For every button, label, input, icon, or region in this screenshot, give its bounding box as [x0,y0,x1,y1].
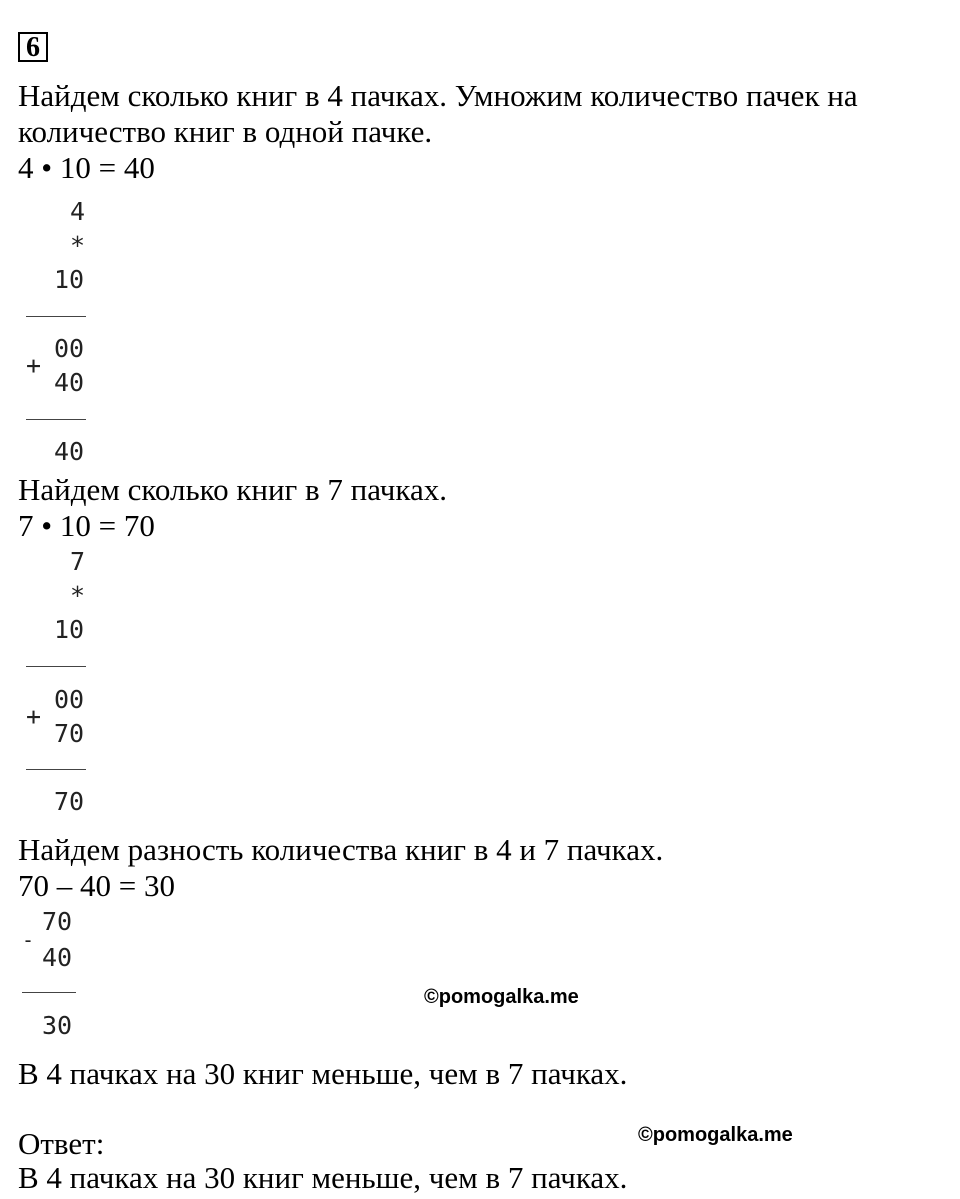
conclusion: В 4 пачках на 30 книг меньше, чем в 7 пачках. [18,1056,628,1091]
divider-line [22,992,76,993]
multiplicand: 7 [70,547,86,576]
partial-product-2: 40 [54,368,85,397]
partial-product-2: 70 [54,719,85,748]
product-result: 40 [54,437,85,466]
paragraph-3-line-1: Найдем разность количества книг в 4 и 7 пачках. [18,832,664,867]
task-number: 6 [26,32,40,63]
equation-2: 7 • 10 = 70 [18,508,155,543]
minus-operator: - [22,928,35,952]
plus-operator: + [26,351,42,380]
divider-line [26,666,86,667]
multiply-operator: * [70,581,86,610]
multiplier: 10 [54,265,85,294]
task-number-box [18,32,48,62]
divider-line [26,419,86,420]
multiplicand: 4 [70,197,86,226]
plus-operator: + [26,702,42,731]
difference-result: 30 [42,1011,73,1040]
answer-text: В 4 пачках на 30 книг меньше, чем в 7 пачках. [18,1160,628,1195]
divider-line [26,316,86,317]
subtrahend: 40 [42,943,73,972]
paragraph-2-line-1: Найдем сколько книг в 7 пачках. [18,472,447,507]
multiplier: 10 [54,615,85,644]
paragraph-1-line-1: Найдем сколько книг в 4 пачках. Умножим количество пачек на [18,78,858,113]
watermark: ©pomogalka.me [638,1124,793,1146]
answer-label: Ответ: [18,1126,105,1161]
watermark: ©pomogalka.me [424,986,579,1008]
product-result: 70 [54,787,85,816]
equation-1: 4 • 10 = 40 [18,150,155,185]
partial-product-1: 00 [54,334,85,363]
partial-product-1: 00 [54,685,85,714]
multiply-operator: * [70,231,86,260]
paragraph-1-line-2: количество книг в одной пачке. [18,114,433,149]
equation-3: 70 – 40 = 30 [18,868,175,903]
divider-line [26,769,86,770]
minuend: 70 [42,907,73,936]
